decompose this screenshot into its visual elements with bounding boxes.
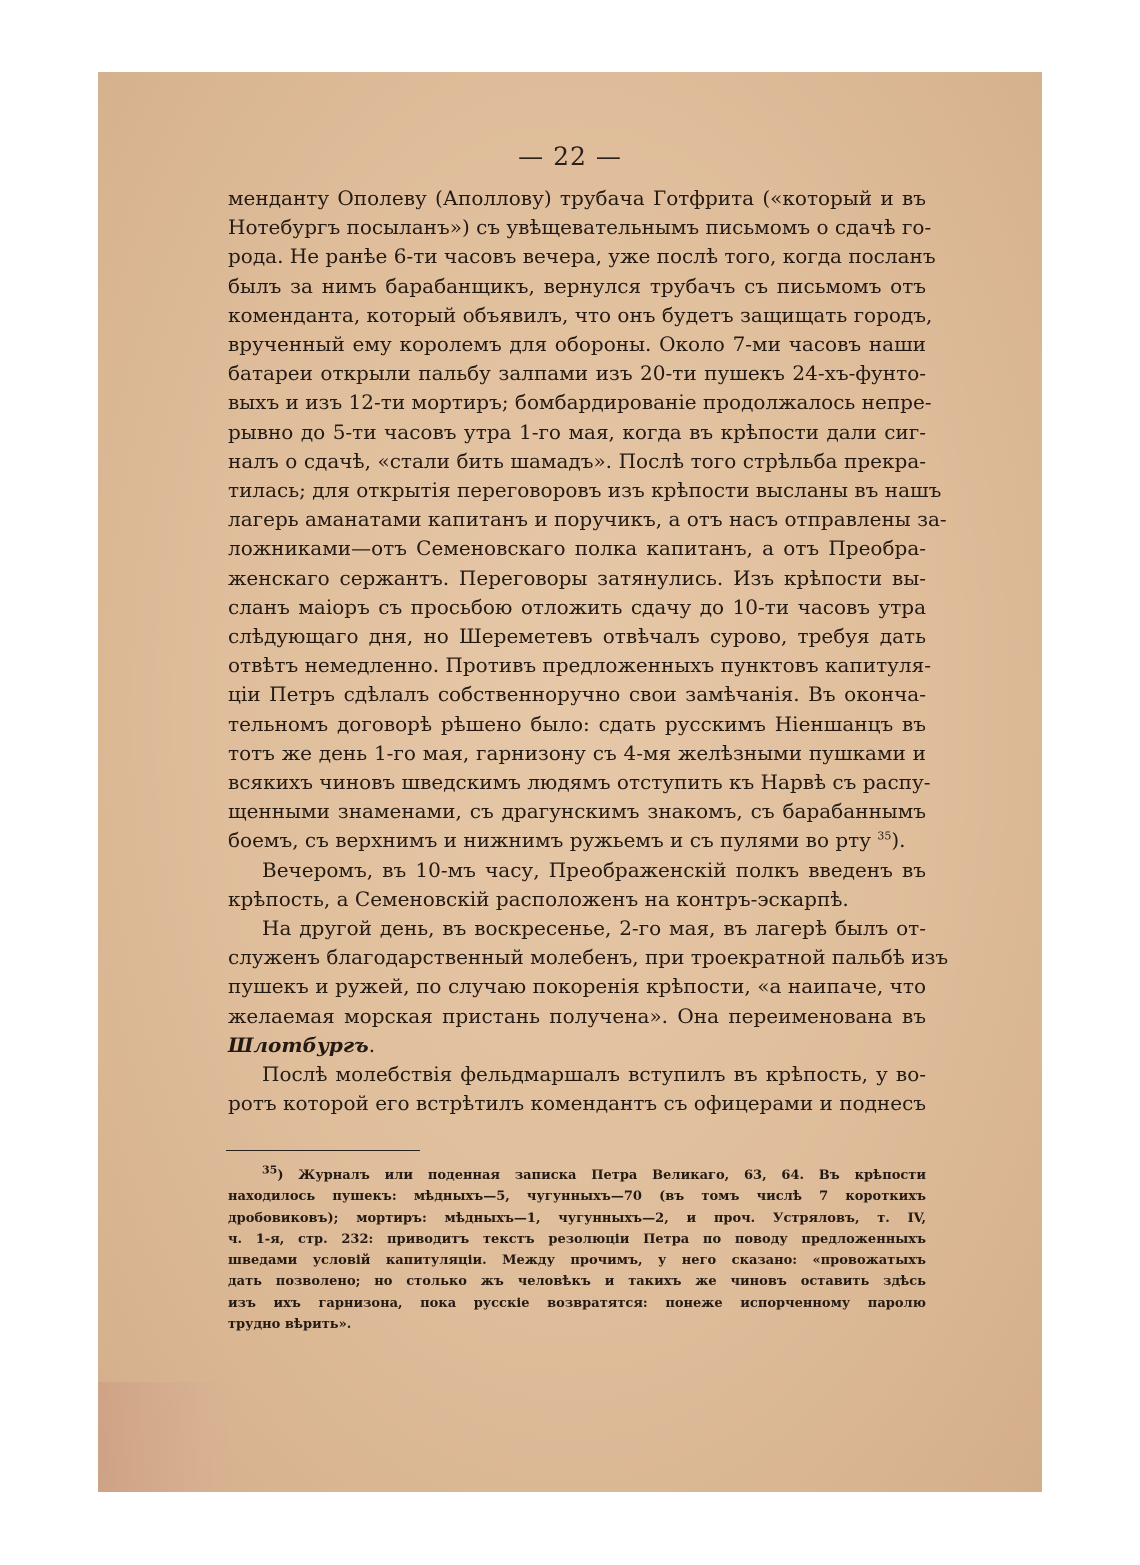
text-line: батареи открыли пальбу залпами изъ 20-ти пушекъ 24-хъ-фунто- <box>228 361 926 386</box>
footnote-line: трудно вѣрить». <box>228 1317 352 1333</box>
footnote-line: изъ ихъ гарнизона, пока русскіе возвратятся: понеже испорченному паролю <box>228 1295 926 1311</box>
text-line: сланъ маіоръ съ просьбою отложить сдачу до 10-ти часовъ утра <box>228 594 926 619</box>
page-stain <box>98 1382 230 1492</box>
text-line: Послѣ молебствія фельдмаршалъ вступилъ въ крѣпость, у во- <box>262 1062 926 1087</box>
book-page <box>98 72 1042 1492</box>
footnote <box>228 1165 926 1335</box>
text-line: тотъ же день 1-го мая, гарнизону съ 4-мя желѣзными пушками и <box>228 740 926 765</box>
text-line: На другой день, въ воскресенье, 2-го мая, въ лагерѣ былъ от- <box>262 916 926 941</box>
text-line-with-footnote <box>228 826 926 855</box>
footnote-line <box>228 1165 926 1186</box>
text-line: врученный ему королемъ для обороны. Около 7-ми часовъ наши <box>228 332 926 357</box>
italic-name: Шлотбургъ <box>228 1032 369 1057</box>
footnote-divider <box>226 1150 420 1151</box>
text-line: пушекъ и ружей, по случаю покоренія крѣпости, «а наипаче, что <box>228 974 926 999</box>
text-line: крѣпость, а Семеновскій расположенъ на контръ-эскарпѣ. <box>228 886 849 911</box>
footnote-reference: 35 <box>877 829 892 843</box>
line-close: ). <box>891 828 906 853</box>
text-line: лагерь аманатами капитанъ и поручикъ, а отъ насъ отправлены за- <box>228 507 947 532</box>
text-line: выхъ и изъ 12-ти мортиръ; бомбардированіе продолжалось непре- <box>228 390 932 415</box>
text-line: ложниками—отъ Семеновскаго полка капитанъ, а отъ Преобра- <box>228 536 926 561</box>
text-line <box>228 1031 926 1060</box>
main-text <box>228 184 949 1119</box>
footnote-mark: 35 <box>262 1163 278 1177</box>
text-line: былъ за нимъ барабанщикъ, вернулся трубачъ съ письмомъ отъ <box>228 273 926 298</box>
text-line: отвѣтъ немедленно. Противъ предложенныхъ пунктовъ капитуля- <box>228 653 931 678</box>
text-line: рывно до 5-ти часовъ утра 1-го мая, когда въ крѣпости дали сиг- <box>228 419 926 444</box>
text-line: всякихъ чиновъ шведскимъ людямъ отступить къ Нарвѣ съ распу- <box>228 770 931 795</box>
footnote-text: ) Журналъ или поденная записка Петра Великаго, 63, 64. Въ крѣпости <box>277 1168 926 1183</box>
text-line: ротъ которой его встрѣтилъ комендантъ съ офицерами и поднесъ <box>228 1091 926 1116</box>
text-line: менданту Ополеву (Аполлову) трубача Готфрита («который и въ <box>228 186 926 210</box>
text-line: щенными знаменами, съ драгунскимъ знакомъ, съ барабаннымъ <box>228 799 926 824</box>
text-line: налъ о сдачѣ, «стали бить шамадъ». Послѣ того стрѣльба прекра- <box>228 448 926 473</box>
text-line: тилась; для открытія переговоровъ изъ крѣпости высланы въ нашъ <box>228 478 942 503</box>
text-line: Нотебургъ посыланъ») съ увѣщевательнымъ письмомъ о сдачѣ го- <box>228 215 932 240</box>
footnote-line: ч. 1-я, стр. 232: приводитъ текстъ резолюціи Петра по поводу предложенныхъ <box>228 1231 926 1247</box>
text-line: женскаго сержантъ. Переговоры затянулись. Изъ крѣпости вы- <box>228 565 926 590</box>
line-text: боемъ, съ верхнимъ и нижнимъ ружьемъ и съ пулями во рту <box>228 828 878 853</box>
text-line: Вечеромъ, въ 10-мъ часу, Преображенскій полкъ введенъ въ <box>262 857 926 882</box>
line-tail: . <box>368 1032 376 1057</box>
text-line: тельномъ договорѣ рѣшено было: сдать русскимъ Ніеншанцъ въ <box>228 711 926 736</box>
text-line: коменданта, который объявилъ, что онъ будетъ защищать городъ, <box>228 302 933 327</box>
text-line: рода. Не ранѣе 6-ти часовъ вечера, уже послѣ того, когда посланъ <box>228 244 936 269</box>
text-line: ціи Петръ сдѣлалъ собственноручно свои замѣчанія. Въ оконча- <box>228 682 926 707</box>
footnote-line: шведами условій капитуляціи. Между прочимъ, у него сказано: «провожатыхъ <box>228 1253 926 1269</box>
text-line: служенъ благодарственный молебенъ, при троекратной пальбѣ изъ <box>228 945 949 970</box>
footnote-line: находилось пушекъ: мѣдныхъ—5, чугунныхъ—70 (въ томъ числѣ 7 короткихъ <box>228 1189 926 1205</box>
page-number: — 22 — <box>518 142 622 171</box>
footnote-line: дробовиковъ); мортиръ: мѣдныхъ—1, чугунныхъ—2, и проч. Устряловъ, т. IV, <box>228 1210 926 1226</box>
text-line: желаемая морская пристань получена». Она переименована въ <box>228 1003 926 1028</box>
footnote-line: дать позволено; но столько жъ человѣкъ и такихъ же чиновъ оставить здѣсь <box>228 1274 926 1290</box>
text-line: слѣдующаго дня, но Шереметевъ отвѣчалъ сурово, требуя дать <box>228 624 926 649</box>
